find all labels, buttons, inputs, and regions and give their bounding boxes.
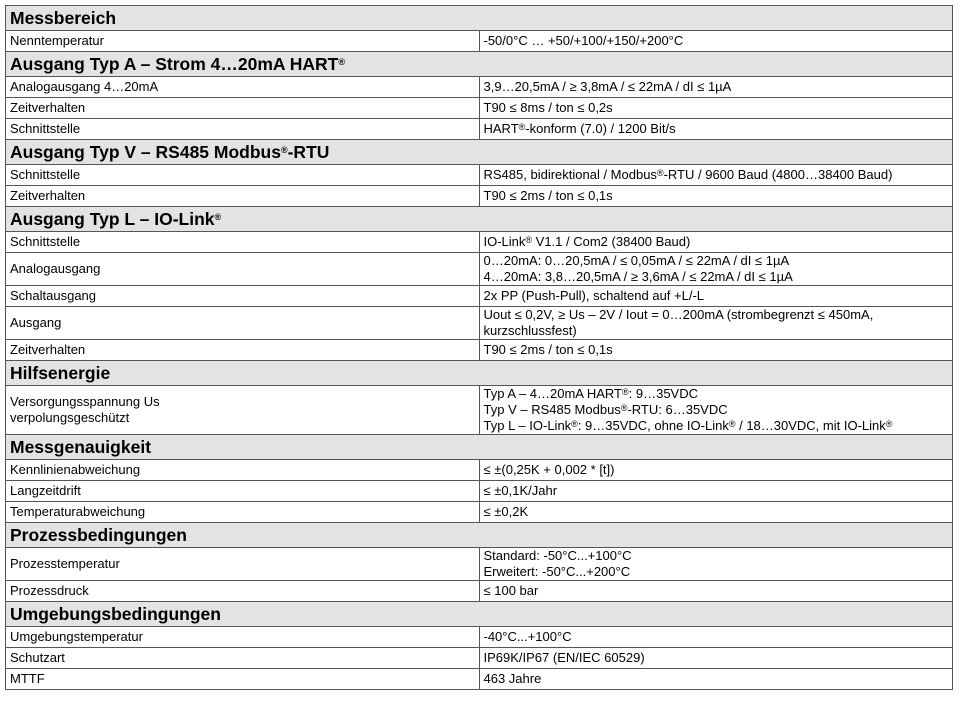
spec-value-line: HART®-konform (7.0) / 1200 Bit/s [483,121,676,136]
spec-value [479,98,953,119]
spec-value-line: Erweitert: -50°C...+200°C [483,564,631,579]
spec-row [6,386,953,435]
spec-row [6,669,953,690]
spec-label: Ausgang [6,307,480,340]
spec-value-line: T90 ≤ 2ms / ton ≤ 0,1s [483,188,613,203]
spec-value [479,232,953,253]
spec-label: Schaltausgang [6,286,480,307]
spec-value-line: T90 ≤ 8ms / ton ≤ 0,2s [483,100,613,115]
spec-row [6,119,953,140]
spec-value-line: 2x PP (Push-Pull), schaltend auf +L/-L [483,288,705,303]
spec-label: Langzeitdrift [6,481,480,502]
spec-row [6,307,953,340]
spec-label: Zeitverhalten [6,98,480,119]
section-title: Ausgang Typ V – RS485 Modbus®-RTU [6,140,953,165]
spec-label: Schnittstelle [6,165,480,186]
spec-value [479,307,953,340]
spec-label: Analogausgang 4…20mA [6,77,480,98]
section-header-umgebungsbedingungen [6,602,953,627]
spec-value-line: 463 Jahre [483,671,542,686]
spec-row [6,548,953,581]
section-title: Messbereich [6,6,953,31]
spec-value-line: Typ V – RS485 Modbus®-RTU: 6…35VDC [483,402,728,417]
spec-value-line: 3,9…20,5mA / ≥ 3,8mA / ≤ 22mA / dI ≤ 1µA [483,79,732,94]
spec-value-line: ≤ ±(0,25K + 0,002 * [t]) [483,462,615,477]
spec-value [479,386,953,435]
spec-label: Analogausgang [6,253,480,286]
spec-value-line: T90 ≤ 2ms / ton ≤ 0,1s [483,342,613,357]
section-title: Messgenauigkeit [6,435,953,460]
section-header-ausgang-typ-v-rs485-modbus-rtu [6,140,953,165]
section-title: Ausgang Typ L – IO-Link® [6,207,953,232]
section-title: Prozessbedingungen [6,523,953,548]
spec-value [479,648,953,669]
spec-label: Zeitverhalten [6,186,480,207]
spec-row [6,165,953,186]
spec-label: Temperaturabweichung [6,502,480,523]
spec-value-line: IP69K/IP67 (EN/IEC 60529) [483,650,645,665]
spec-value [479,253,953,286]
spec-value [479,581,953,602]
spec-value [479,627,953,648]
spec-label: Schnittstelle [6,232,480,253]
spec-value [479,669,953,690]
spec-table-body [6,6,953,690]
spec-row [6,253,953,286]
spec-value-line: Standard: -50°C...+100°C [483,548,632,563]
spec-row [6,340,953,361]
spec-value-line: Typ A – 4…20mA HART®: 9…35VDC [483,386,699,401]
spec-value-line: ≤ ±0,1K/Jahr [483,483,558,498]
spec-row [6,31,953,52]
spec-value-line: 0…20mA: 0…20,5mA / ≤ 0,05mA / ≤ 22mA / dI ≤ 1µA [483,253,790,268]
spec-row [6,481,953,502]
spec-label: Schnittstelle [6,119,480,140]
spec-row [6,581,953,602]
spec-row [6,502,953,523]
spec-row [6,460,953,481]
spec-label: Schutzart [6,648,480,669]
spec-value [479,548,953,581]
spec-value [479,340,953,361]
spec-label: Zeitverhalten [6,340,480,361]
spec-value [479,77,953,98]
spec-label: Kennlinienabweichung [6,460,480,481]
spec-row [6,232,953,253]
spec-value-line: IO-Link® V1.1 / Com2 (38400 Baud) [483,234,691,249]
spec-label: Umgebungstemperatur [6,627,480,648]
section-header-messgenauigkeit [6,435,953,460]
spec-value [479,186,953,207]
spec-value [479,502,953,523]
spec-row [6,648,953,669]
spec-value-line: RS485, bidirektional / Modbus®-RTU / 9600 Baud (4800…38400 Baud) [483,167,893,182]
section-title: Ausgang Typ A – Strom 4…20mA HART® [6,52,953,77]
spec-table [5,5,953,690]
spec-value [479,165,953,186]
spec-value-line: ≤ 100 bar [483,583,539,598]
section-header-prozessbedingungen [6,523,953,548]
section-title: Hilfsenergie [6,361,953,386]
spec-value-line: -40°C...+100°C [483,629,572,644]
spec-row [6,186,953,207]
section-header-ausgang-typ-a-strom-4-20ma-hart [6,52,953,77]
spec-value [479,460,953,481]
spec-row [6,627,953,648]
spec-label: Nenntemperatur [6,31,480,52]
spec-value [479,286,953,307]
spec-value-line: ≤ ±0,2K [483,504,529,519]
spec-value-line: Uout ≤ 0,2V, ≥ Us – 2V / Iout = 0…200mA (strombegrenzt ≤ 450mA, kurzschlussfest) [483,307,874,338]
spec-value-line: -50/0°C … +50/+100/+150/+200°C [483,33,684,48]
section-title: Umgebungsbedingungen [6,602,953,627]
spec-row [6,77,953,98]
spec-row [6,98,953,119]
spec-row [6,286,953,307]
spec-value [479,119,953,140]
section-header-ausgang-typ-l-io-link [6,207,953,232]
spec-value-line: Typ L – IO-Link®: 9…35VDC, ohne IO-Link® / 18…30VDC, mit IO-Link® [483,418,893,433]
spec-value-line: 4…20mA: 3,8…20,5mA / ≥ 3,6mA / ≤ 22mA / dI ≤ 1µA [483,269,793,284]
spec-label: Versorgungsspannung Us verpolungsgeschützt [6,386,480,435]
spec-label: Prozessdruck [6,581,480,602]
spec-value [479,31,953,52]
section-header-hilfsenergie [6,361,953,386]
spec-value [479,481,953,502]
section-header-messbereich [6,6,953,31]
spec-label: Prozesstemperatur [6,548,480,581]
spec-label: MTTF [6,669,480,690]
